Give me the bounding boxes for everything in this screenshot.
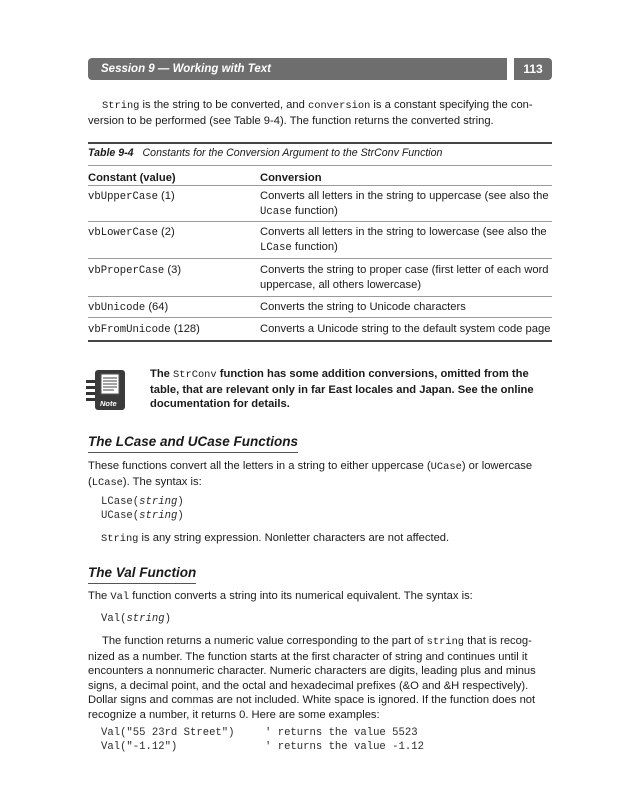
table-row-rule: [88, 317, 552, 318]
table-caption: [88, 146, 442, 161]
page-number: 113: [514, 58, 552, 80]
example-comment-2: ' returns the value -1.12: [265, 741, 424, 753]
syntax-end: ): [164, 613, 171, 625]
syntax-fn: Val(: [101, 613, 127, 625]
conversion-text-b: function): [291, 204, 338, 217]
lcase-p2-text: is any string expression. Nonletter characters are not affected.: [138, 532, 450, 544]
table-number: Table 9-4: [88, 147, 134, 159]
syntax-arg: string: [139, 510, 178, 522]
section-heading-lcase-ucase: The LCase and UCase Functions: [88, 435, 298, 453]
table-row-1-constant: [88, 189, 253, 205]
table-top-rule: [88, 142, 552, 144]
lcase-p1-code-lcase: LCase: [91, 476, 123, 489]
table-row-3-constant: [88, 263, 253, 279]
table-row-2-constant: [88, 225, 253, 241]
val-p1-text-a: The: [88, 590, 111, 602]
syntax-end: ): [177, 510, 184, 522]
lcase-p1-text-c: ). The syntax is:: [122, 475, 202, 488]
intro-text-2: is a constant specifying the con-version to be performed (see Table 9-4). The function returns the converted string.: [88, 99, 533, 127]
conversion-code: LCase: [260, 241, 292, 254]
note-icon-label: Note: [100, 399, 117, 408]
table-bottom-rule: [88, 340, 552, 342]
table-row-rule: [88, 258, 552, 259]
example-call-1: Val("55 23rd Street"): [101, 727, 235, 739]
note-text: [150, 367, 545, 412]
syntax-lcase: [101, 495, 184, 510]
intro-code-string: String: [102, 100, 140, 112]
syntax-arg: string: [139, 496, 178, 508]
constant-code: vbUpperCase: [88, 191, 158, 203]
note-text-a: The: [150, 368, 173, 380]
conversion-text-a: Converts all letters in the string to lowercase (see also the: [260, 226, 547, 238]
conversion-text-a: Converts all letters in the string to uppercase (see also the: [260, 190, 549, 202]
constant-value: (2): [157, 226, 175, 238]
intro-code-conversion: conversion: [307, 100, 371, 112]
section-heading-val: The Val Function: [88, 566, 196, 584]
val-p2-text-a: The function returns a numeric value corresponding to the part of: [102, 635, 427, 647]
constant-code: vbLowerCase: [88, 227, 158, 239]
syntax-arg: string: [126, 613, 165, 625]
table-row-5-conversion: [260, 322, 554, 338]
val-p1-text-b: function converts a string into its numerical equivalent. The syntax is:: [129, 590, 473, 602]
table-header-constant: Constant (value): [88, 172, 176, 184]
syntax-fn: UCase(: [101, 510, 140, 522]
val-paragraph-2: [88, 634, 552, 722]
table-caption-text: Constants for the Conversion Argument to the StrConv Function: [142, 147, 443, 159]
note-icon: [86, 367, 138, 413]
syntax-ucase: [101, 509, 184, 524]
intro-paragraph: [88, 98, 552, 128]
conversion-code: Ucase: [260, 205, 292, 218]
syntax-val: [101, 612, 171, 627]
intro-text-1: is the string to be converted, and: [139, 99, 308, 111]
table-header-rule: [88, 185, 552, 186]
table-row-2-conversion: [260, 225, 554, 255]
table-row-3-conversion: [260, 263, 554, 293]
example-call-2: Val("-1.12"): [101, 741, 178, 753]
table-header-conversion: Conversion: [260, 172, 322, 184]
constant-code: vbUnicode: [88, 302, 146, 314]
constant-value: (128): [170, 323, 200, 335]
conversion-text-a: Converts the string to Unicode characters: [260, 301, 466, 313]
table-row-4-conversion: [260, 300, 554, 316]
val-p1-code: Val: [110, 591, 130, 603]
lcase-p1-code-ucase: UCase: [430, 461, 462, 473]
lcase-p2-code: String: [101, 533, 139, 545]
example-comment-1: ' returns the value 5523: [265, 727, 418, 739]
note-text-b: function has some addition conversions, omitted from the table, that are relevant only in far East locales and Japan. See the online documentation for details.: [150, 368, 534, 410]
table-row-rule: [88, 296, 552, 297]
syntax-end: ): [177, 496, 184, 508]
lcase-p1-text-a: These functions convert all the letters in a string to either uppercase (: [88, 460, 431, 472]
constant-code: vbFromUnicode: [88, 324, 171, 336]
table-row-rule: [88, 221, 552, 222]
table-row-5-constant: [88, 322, 253, 338]
conversion-text-a: Converts the string to proper case (first letter of each word uppercase, all others lowercase): [260, 264, 549, 291]
conversion-text-a: Converts a Unicode string to the default system code page: [260, 323, 551, 335]
table-row-4-constant: [88, 300, 253, 316]
constant-code: vbProperCase: [88, 265, 165, 277]
syntax-fn: LCase(: [101, 496, 140, 508]
table-row-1-conversion: [260, 189, 554, 219]
lcase-p1-text-b: ) or lowercase (: [88, 460, 533, 488]
lcase-paragraph-1: [88, 459, 552, 490]
constant-value: (3): [164, 264, 182, 276]
conversion-text-b: function): [291, 240, 338, 253]
val-p2-text-b: that is recog-nized as a number. The function starts at the first character of string and continues until it encounters a nonnumeric character. Numeric characters are digits, leading plus and minus signs, a decimal point, and the octal and hexadecimal prefixes (&O and &H respectively). Dollar signs and commas are not included. White space is ignored. If the function does not recognize a number, it returns 0. Here are some examples:: [88, 635, 536, 721]
val-paragraph-1: [88, 589, 552, 605]
table-caption-rule: [88, 165, 552, 166]
val-p2-code: string: [426, 636, 465, 648]
constant-value: (64): [145, 301, 169, 313]
lcase-paragraph-2: [101, 531, 552, 547]
note-code: StrConv: [173, 369, 217, 381]
running-header-title: Session 9 — Working with Text: [101, 63, 271, 75]
constant-value: (1): [157, 190, 175, 202]
